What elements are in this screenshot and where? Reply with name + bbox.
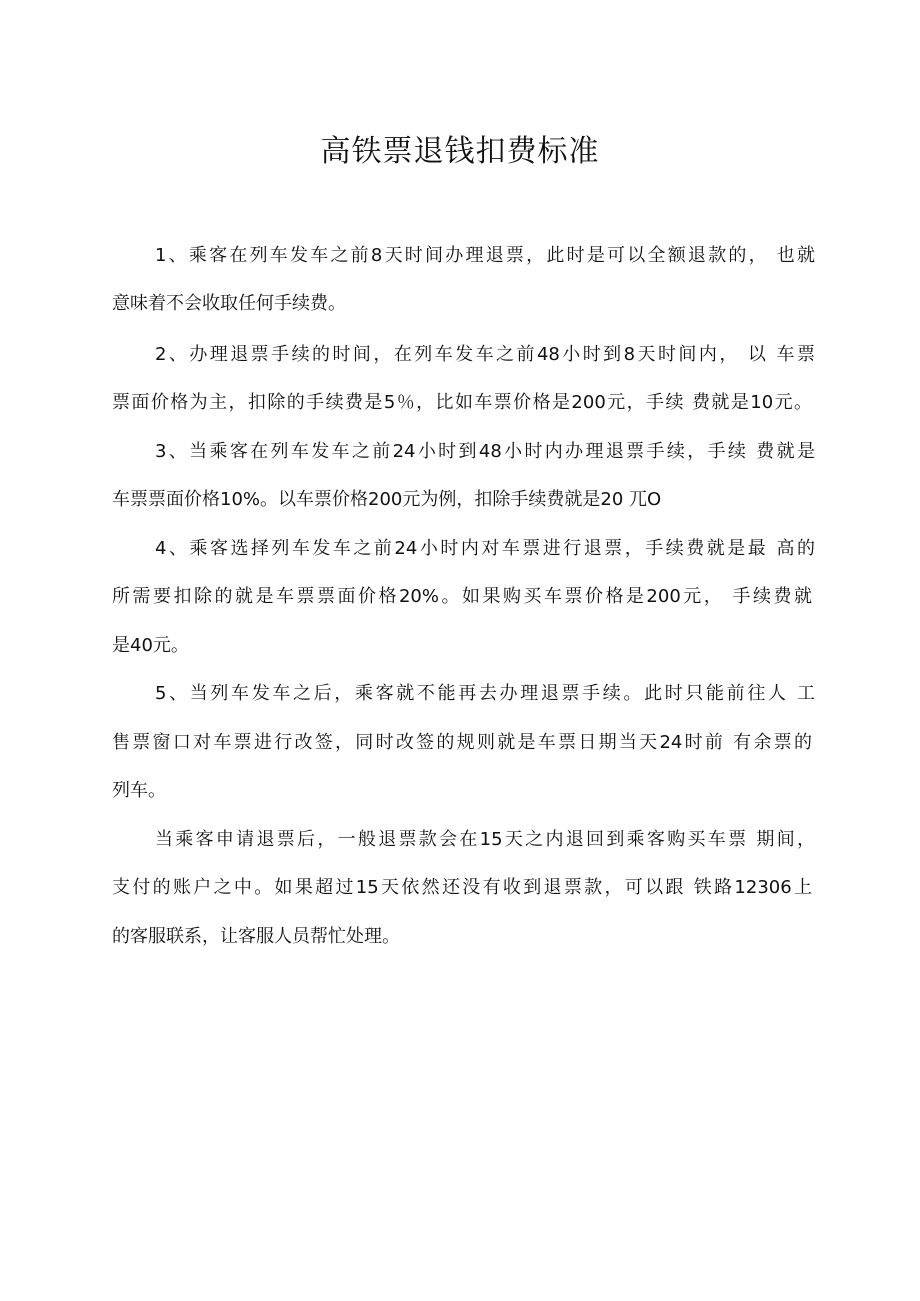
paragraph-2-line-2: 票面价格为主，扣除的手续费是5％，比如车票价格是200元，手续 费就是10元。	[112, 392, 812, 413]
paragraph-4-line-3: 是40元。	[112, 635, 189, 656]
document-title: 高铁票退钱扣费标准	[320, 134, 600, 169]
paragraph-6-line-2: 支付的账户之中。如果超过15天依然还没有收到退票款，可以跟 铁路12306上	[112, 877, 812, 898]
paragraph-3-line-2: 车票票面价格10%。以车票价格200元为例，扣除手续费就是20 兀O	[112, 489, 662, 510]
paragraph-4-line-1: 4、乘客选择列车发车之前24小时内对车票进行退票，手续费就是最 高的	[155, 538, 815, 559]
paragraph-6-line-1: 当乘客申请退票后，一般退票款会在15天之内退回到乘客购买车票 期间，	[155, 829, 815, 850]
paragraph-1-line-2: 意味着不会收取任何手续费。	[112, 293, 346, 314]
paragraph-5-line-1: 5、当列车发车之后，乘客就不能再去办理退票手续。此时只能前往人 工	[155, 683, 815, 704]
paragraph-3-line-1: 3、当乘客在列车发车之前24小时到48小时内办理退票手续，手续 费就是	[155, 441, 815, 462]
paragraph-2-line-1: 2、办理退票手续的时间，在列车发车之前48小时到8天时间内， 以 车票	[155, 344, 815, 365]
paragraph-5-line-3: 列车。	[112, 780, 166, 801]
paragraph-4-line-2: 所需要扣除的就是车票票面价格20%。如果购买车票价格是200元， 手续费就	[112, 586, 812, 607]
paragraph-1-line-1: 1、乘客在列车发车之前8天时间办理退票，此时是可以全额退款的， 也就	[155, 245, 815, 266]
paragraph-5-line-2: 售票窗口对车票进行改签，同时改签的规则就是车票日期当天24时前 有余票的	[112, 732, 812, 753]
paragraph-6-line-3: 的客服联系，让客服人员帮忙处理。	[112, 926, 400, 947]
